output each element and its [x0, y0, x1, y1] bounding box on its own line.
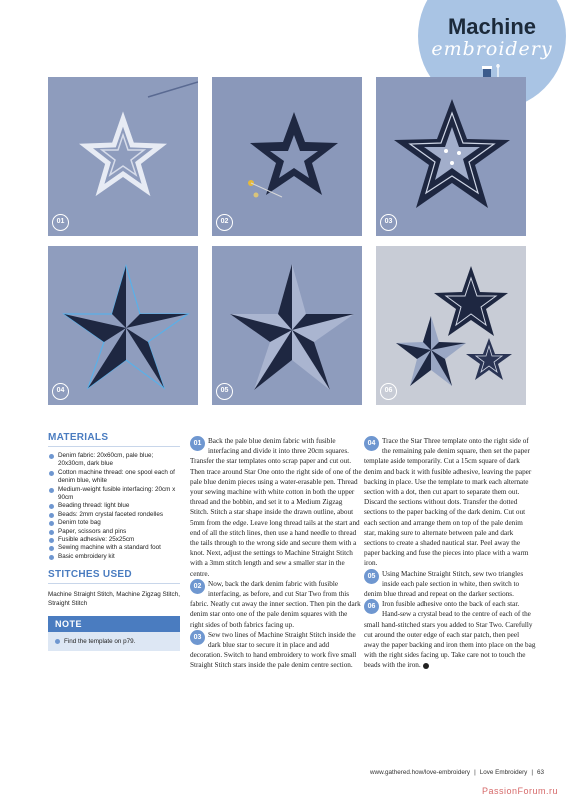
- step-text: Sew two lines of Machine Straight Stitch inside the dark blue star to secure it in place and add decoration. Switch to hand embroidery to work five small Straight Stitch stars inside the pale denim centre section.: [190, 630, 357, 670]
- step-photo-04: [48, 246, 198, 405]
- finished-star-patches-photo: [376, 246, 526, 405]
- step-text: Using Machine Straight Stitch, sew two triangles inside each pale section in white, then switch to denim blue thread and repeat on the darker sections.: [364, 569, 524, 599]
- step-02: [190, 579, 362, 630]
- materials-list: [48, 452, 180, 561]
- step-04: [364, 436, 536, 569]
- traced-nautical-star-photo: [48, 246, 198, 405]
- watermark: PassionForum.ru: [481, 786, 558, 796]
- badge-title: Machine: [447, 14, 537, 39]
- note-box: [48, 616, 180, 651]
- step-photo-05: [212, 246, 362, 405]
- list-item: Medium-weight fusible interfacing: 20cm x 90cm: [48, 486, 180, 503]
- list-item: Denim fabric: 20x60cm, pale blue; 20x30cm, dark blue: [48, 452, 180, 469]
- step-number: 01: [190, 436, 205, 451]
- stitches-heading: STITCHES USED: [48, 569, 180, 584]
- step-number: 02: [190, 579, 205, 594]
- step-03: [190, 630, 362, 671]
- fused-nautical-star-photo: [212, 246, 362, 405]
- photo-number: 02: [216, 214, 233, 231]
- step-photo-03: [376, 77, 526, 236]
- embroidered-star-photo: [48, 77, 198, 236]
- list-item: Sewing machine with a standard foot: [48, 544, 180, 552]
- materials-heading: MATERIALS: [48, 432, 180, 447]
- step-06: [364, 599, 536, 670]
- step-number: 03: [190, 630, 205, 645]
- footer-magazine: Love Embroidery: [479, 769, 528, 776]
- photo-number: 03: [380, 214, 397, 231]
- end-mark-icon: [423, 663, 429, 669]
- step-photo-02: [212, 77, 362, 236]
- step-05: [364, 569, 536, 600]
- stitched-star-photo: [376, 77, 526, 236]
- photo-number: 06: [380, 383, 397, 400]
- instructions-column-1: [190, 436, 362, 671]
- instructions-column-2: [364, 436, 536, 671]
- page-footer: www.gathered.how/love-embroidery | Love Embroidery | 63: [369, 769, 544, 776]
- list-item: Denim tote bag: [48, 519, 180, 527]
- photo-number: 01: [52, 214, 69, 231]
- badge-subtitle: embroidery: [431, 38, 553, 60]
- page-number: 63: [536, 769, 544, 776]
- step-number: 06: [364, 599, 379, 614]
- step-text: Back the pale blue denim fabric with fusible interfacing and divide it into three 20cm squares. Transfer the star templates onto scrap paper and cut out. Then trace around Star One onto the right side of one of the pale blue denim pieces using a water-erasable pen. Thread your sewing machine with white cotton in both the upper thread and the bobbin, and set it to a Medium Zigzag Stitch. Stitch a star shape inside the drawn outline, about 5mm from the edge. Leave long thread tails at the start and end of all the stitch lines, then use a hand needle to thread the tails through to the wrong side and secure them with a knot. Next, adjust the settings to Machine Straight Stitch with a 3mm stitch length and sew a smaller star in the centre.: [190, 437, 362, 578]
- list-item: Cotton machine thread: one spool each of denim blue, white: [48, 469, 180, 486]
- step-01: [190, 436, 362, 579]
- list-item: Paper, scissors and pins: [48, 528, 180, 536]
- step-text: Trace the Star Three template onto the right side of the remaining pale denim square, then set the paper template aside temporarily. Cut a 15cm square of dark denim and back it with fusible adhesive, leaving the paper backing in place. Use the template to mark each alternate section with a dot, then cut apart to separate them out. Discard the sections without dots. Transfer the dotted sections to the paper backing of the dark denim. Cut out each section and arrange them on top of the pale denim star, making sure to alternate between pale and dark sections to create a shaded nautical star. Peel away the paper backing and fuse the pieces into place with a warm iron.: [364, 437, 532, 568]
- step-photo-01: [48, 77, 198, 236]
- footer-url: www.gathered.how/love-embroidery: [369, 769, 471, 776]
- step-text: Now, back the dark denim fabric with fusible interfacing, as before, and cut Star Two from this fabric. Neatly cut away the inner section. Then pin the dark denim star onto one of the pale denim squares with the right sides of both fabrics facing up.: [190, 579, 361, 629]
- note-heading: NOTE: [48, 616, 180, 632]
- list-item: Beading thread: light blue: [48, 502, 180, 510]
- pinned-star-photo: [212, 77, 362, 236]
- step-text: Iron fusible adhesive onto the back of each star. Hand-sew a crystal bead to the centre of each of the small hand-stitched stars you added to Star Two. Carefully cut around the outer edge of each star patch, then peel away the paper backing and iron them into place on the bag with the right sides facing up. Take care not to touch the beads with the iron.: [364, 600, 536, 670]
- list-item: Beads: 2mm crystal faceted rondelles: [48, 511, 180, 519]
- step-number: 05: [364, 569, 379, 584]
- list-item: Basic embroidery kit: [48, 553, 180, 561]
- stitches-list: Machine Straight Stitch, Machine Zigzag Stitch, Straight Stitch: [48, 591, 180, 608]
- note-text: Find the template on p79.: [48, 632, 180, 645]
- materials-sidebar: [48, 432, 180, 651]
- photo-number: 05: [216, 383, 233, 400]
- list-item: Fusible adhesive: 25x25cm: [48, 536, 180, 544]
- step-photo-06: [376, 246, 526, 405]
- step-number: 04: [364, 436, 379, 451]
- photo-number: 04: [52, 383, 69, 400]
